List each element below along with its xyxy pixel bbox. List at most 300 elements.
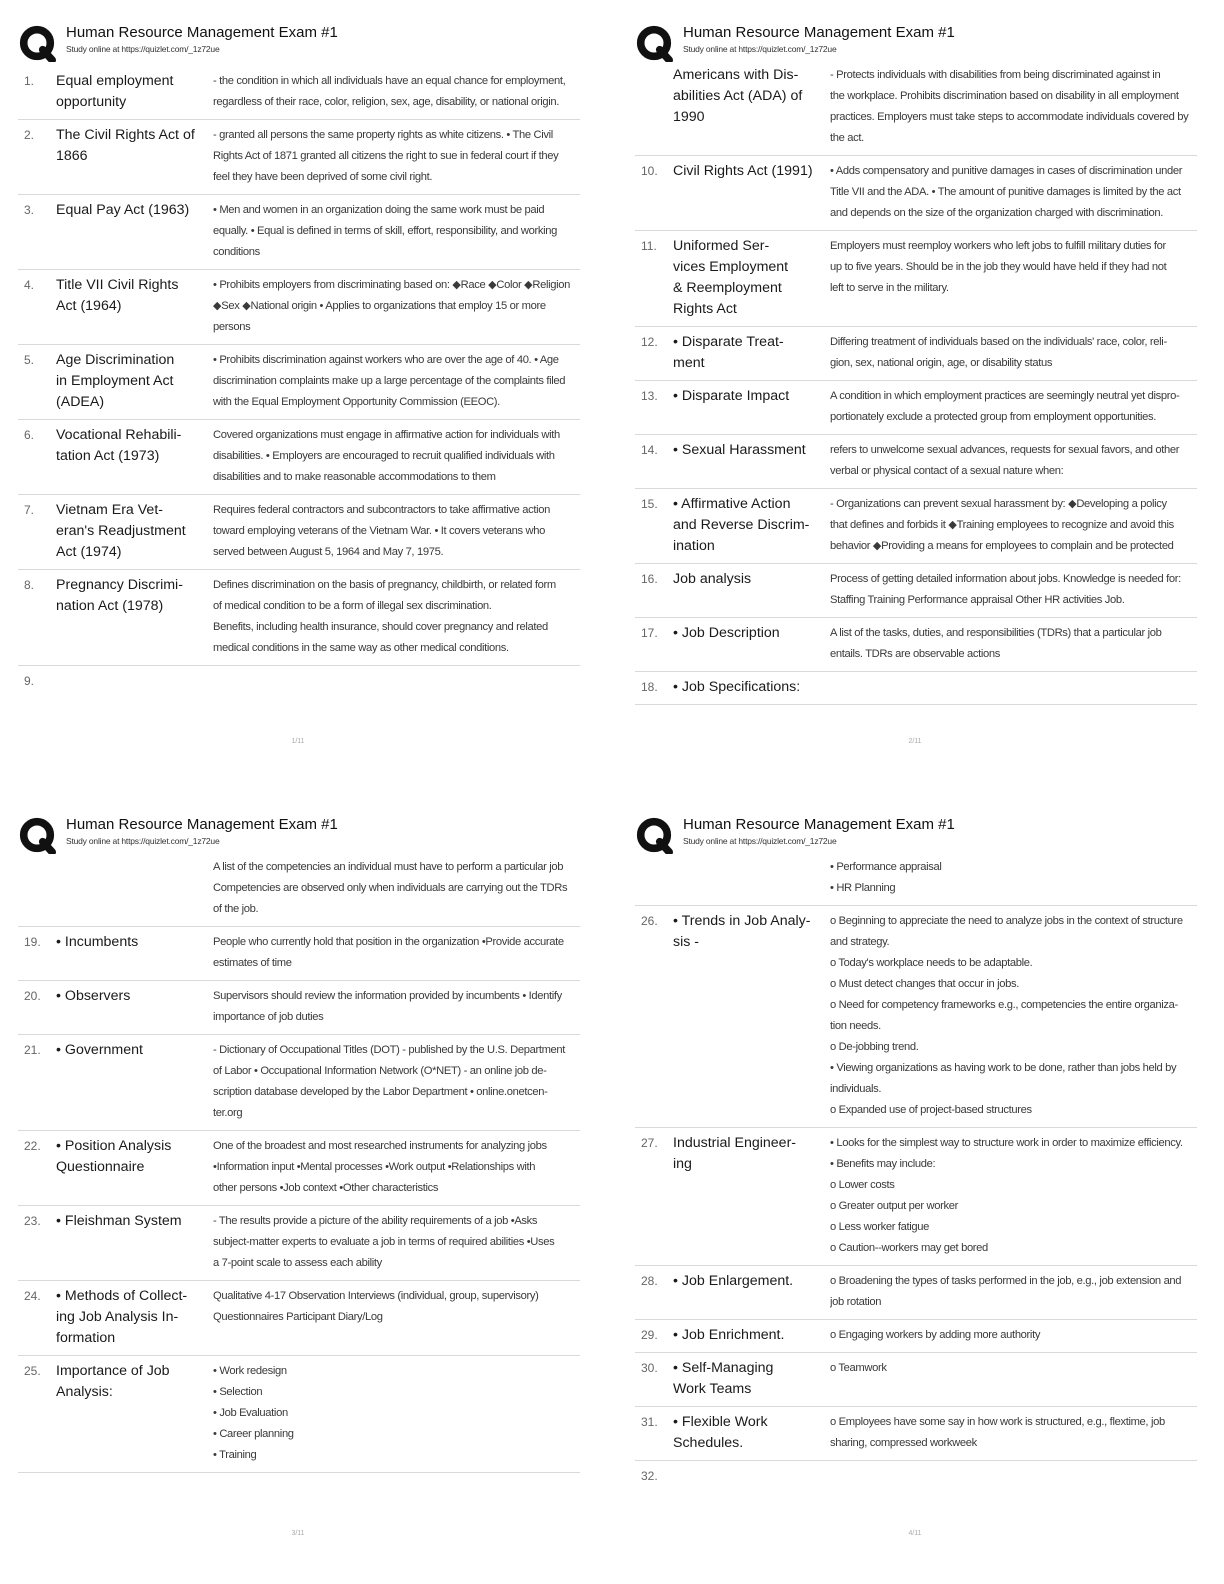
definition-line: feel they have been deprived of some civil right. [213,171,433,183]
term-text [673,857,830,899]
term-text [56,857,213,920]
flashcard-row [18,1356,580,1473]
term-line: Questionnaire [56,1159,145,1175]
term-text [673,1271,830,1313]
flashcard-row [18,345,580,420]
item-number: 18. [641,680,658,694]
page-subtitle-link[interactable]: Study online at https://quizlet.com/_1z72ue [683,44,837,54]
term-text [56,350,213,413]
flashcard-row [635,489,1197,564]
definition-line: with the Equal Employment Opportunity Commission (EEOC). [213,396,500,408]
definition-line: the act. [830,132,864,144]
definition-line: the workplace. Prohibits discrimination based on disability in all employment [830,90,1179,102]
definition-line: o Need for competency frameworks e.g., competencies the entire organiza- [830,999,1178,1011]
flashcard-list [635,60,1197,705]
definition-line: Qualitative 4-17 Observation Interviews (individual, group, supervisory) [213,1290,539,1302]
page-title: Human Resource Management Exam #1 [683,24,955,41]
flashcard-row [635,1353,1197,1407]
term-line: 1866 [56,148,88,164]
term-line: ing Job Analysis In- [56,1309,179,1325]
term-text [673,1133,830,1259]
flashcard-row [635,852,1197,906]
term-text [56,1361,213,1466]
flashcard-row [635,381,1197,435]
item-number: 19. [24,935,41,949]
item-number: 12. [641,335,658,349]
definition-text [213,1040,580,1124]
term-line: • Job Description [673,625,780,641]
definition-line: - Protects individuals with disabilities from being discriminated against in [830,69,1161,81]
definition-line: persons [213,321,251,333]
flashcard-row [18,1035,580,1131]
definition-line: • Adds compensatory and punitive damages in cases of discrimination under [830,165,1183,177]
flashcard-row [635,327,1197,381]
page-1 [18,20,588,760]
flashcard-row [635,1407,1197,1461]
term-line: The Civil Rights Act of [56,127,195,143]
flashcard-row [635,672,1197,705]
definition-line: Staffing Training Performance appraisal Other HR activities Job. [830,594,1125,606]
term-line: • Job Enlargement. [673,1273,794,1289]
term-line: Job analysis [673,571,752,587]
flashcard-row [18,420,580,495]
term-line: Industrial Engineer- [673,1135,797,1151]
definition-line: Requires federal contractors and subcontractors to take affirmative action [213,504,551,516]
definition-text [213,1211,580,1274]
term-line: (ADEA) [56,394,105,410]
page-subtitle-link[interactable]: Study online at https://quizlet.com/_1z72ue [66,836,220,846]
definition-line: o Beginning to appreciate the need to analyze jobs in the context of structure [830,915,1183,927]
definition-text [213,425,580,488]
definition-text [213,350,580,413]
page-subtitle-link[interactable]: Study online at https://quizlet.com/_1z72ue [66,44,220,54]
term-line: vices Employment [673,259,789,275]
definition-line: - the condition in which all individuals have an equal chance for employment, [213,75,566,87]
definition-line: up to five years. Should be in the job they would have held if they had not [830,261,1167,273]
term-text [673,569,830,611]
term-line: & Reemployment [673,280,782,296]
flashcard-row [635,564,1197,618]
item-number: 26. [641,914,658,928]
term-line: Rights Act [673,301,737,317]
definition-text [830,386,1197,428]
term-line: • Disparate Impact [673,388,790,404]
flashcard-row [635,60,1197,156]
definition-line: Differing treatment of individuals based on the individuals' race, color, reli- [830,336,1167,348]
definition-text [213,1361,580,1466]
flashcard-list [18,852,580,1473]
term-line: ination [673,538,715,554]
definition-line: • Training [213,1449,257,1461]
definition-line: o Less worker fatigue [830,1221,929,1233]
definition-line: o Today's workplace needs to be adaptable. [830,957,1033,969]
term-line: Pregnancy Discrimi- [56,577,183,593]
quizlet-logo-icon [18,816,56,854]
definition-line: - The results provide a picture of the ability requirements of a job •Asks [213,1215,538,1227]
definition-line: • Benefits may include: [830,1158,936,1170]
definition-line: subject-matter experts to evaluate a job in terms of required abilities •Uses [213,1236,555,1248]
term-text [673,65,830,149]
definition-text [213,1286,580,1349]
definition-line: - granted all persons the same property rights as white citizens. • The Civil [213,129,553,141]
item-number: 5. [24,353,35,367]
term-line: • Government [56,1042,143,1058]
item-number: 2. [24,128,35,142]
item-number: 14. [641,443,658,457]
definition-text [213,1136,580,1199]
term-line: • Trends in Job Analy- [673,913,811,929]
item-number: 28. [641,1274,658,1288]
term-text [673,1325,830,1346]
definition-line: that defines and forbids it ◆Training employees to recognize and avoid this [830,519,1174,531]
definition-line: Employers must reemploy workers who left jobs to fulfill military duties for [830,240,1166,252]
flashcard-row [18,270,580,345]
flashcard-row [18,666,580,698]
page-4 [635,812,1205,1552]
item-number: 16. [641,572,658,586]
item-number: 32. [641,1469,658,1483]
definition-line: A list of the competencies an individual must have to perform a particular job [213,861,564,873]
item-number [635,857,673,899]
flashcard-row [18,195,580,270]
page-header [18,812,588,856]
quizlet-logo-icon [635,816,673,854]
page-number: 2/11 [908,738,922,745]
term-text [673,332,830,374]
definition-line: conditions [213,246,260,258]
term-line: • Affirmative Action [673,496,791,512]
flashcard-row [635,906,1197,1128]
page-3 [18,812,588,1552]
term-line: Vocational Rehabili- [56,427,182,443]
definition-line: - Organizations can prevent sexual harassment by: ◆Developing a policy [830,498,1167,510]
definition-line: disabilities. • Employers are encouraged to recruit qualified individuals with [213,450,555,462]
item-number: 25. [24,1364,41,1378]
term-line: • Disparate Treat- [673,334,784,350]
definition-line: ◆Sex ◆National origin • Applies to organizations that employ 15 or more [213,300,546,312]
definition-line: Supervisors should review the information provided by incumbents • Identify [213,990,562,1002]
definition-line: other persons •Job context •Other characteristics [213,1182,439,1194]
term-line: Equal Pay Act (1963) [56,202,190,218]
definition-text [830,1466,1197,1487]
definition-text [213,986,580,1028]
definition-text [213,71,580,113]
definition-text [213,857,580,920]
definition-line: o De-jobbing trend. [830,1041,919,1053]
term-text [56,575,213,659]
term-line: formation [56,1330,116,1346]
page-header [635,20,1205,64]
definition-text [830,161,1197,224]
definition-line: a 7-point scale to assess each ability [213,1257,382,1269]
definition-line: o Engaging workers by adding more authority [830,1329,1041,1341]
item-number: 11. [641,239,657,253]
term-text [673,1412,830,1454]
term-line: opportunity [56,94,127,110]
definition-text [830,65,1197,149]
definition-line: medical conditions in the same way as other medical conditions. [213,642,509,654]
definition-line: sharing, compressed workweek [830,1437,977,1449]
item-number: 15. [641,497,658,511]
definition-text [830,236,1197,320]
term-line: Equal employment [56,73,174,89]
item-number: 9. [24,674,35,688]
item-number: 20. [24,989,41,1003]
flashcard-row [635,1461,1197,1493]
definition-text [830,857,1197,899]
term-line: sis - [673,934,700,950]
definition-line: • Performance appraisal [830,861,942,873]
definition-line: - Dictionary of Occupational Titles (DOT) - published by the U.S. Department [213,1044,566,1056]
item-number: 22. [24,1139,41,1153]
term-text [673,161,830,224]
item-number: 29. [641,1328,658,1342]
term-text [673,623,830,665]
term-line: ing [673,1156,692,1172]
term-line: • Job Specifications: [673,679,801,695]
item-number [635,65,673,149]
item-number: 13. [641,389,658,403]
flashcard-row [635,435,1197,489]
flashcard-row [18,981,580,1035]
definition-line: individuals. [830,1083,882,1095]
definition-text [830,1325,1197,1346]
definition-line: equally. • Equal is defined in terms of skill, effort, responsibility, and working [213,225,557,237]
item-number [18,857,56,920]
term-line: abilities Act (ADA) of [673,88,803,104]
term-line: Act (1974) [56,544,122,560]
definition-line: scription database developed by the Labor Department • online.onetcen- [213,1086,548,1098]
item-number: 17. [641,626,658,640]
definition-line: entails. TDRs are observable actions [830,648,1001,660]
term-line: • Position Analysis [56,1138,172,1154]
term-line: Importance of Job [56,1363,170,1379]
flashcard-row [635,156,1197,231]
term-text [56,1286,213,1349]
term-line: • Fleishman System [56,1213,182,1229]
definition-line: Title VII and the ADA. • The amount of punitive damages is limited by the act [830,186,1181,198]
term-line: eran's Readjustment [56,523,186,539]
definition-line: • HR Planning [830,882,896,894]
term-line: Work Teams [673,1381,752,1397]
term-text [56,200,213,263]
definition-line: left to serve in the military. [830,282,949,294]
term-text [673,911,830,1121]
definition-line: o Broadening the types of tasks performed in the job, e.g., job extension and [830,1275,1182,1287]
definition-text [213,200,580,263]
term-text [56,125,213,188]
definition-line: o Greater output per worker [830,1200,958,1212]
definition-line: and depends on the size of the organization charged with discrimination. [830,207,1164,219]
definition-line: • Work redesign [213,1365,287,1377]
definition-line: served between August 5, 1964 and May 7, 1975. [213,546,444,558]
definition-line: disabilities and to make reasonable accommodations to them [213,471,496,483]
flashcard-row [635,1320,1197,1353]
item-number: 7. [24,503,35,517]
term-line: in Employment Act [56,373,174,389]
definition-line: Rights Act of 1871 granted all citizens the right to sue in federal court if they [213,150,559,162]
term-line: Schedules. [673,1435,744,1451]
definition-line: tion needs. [830,1020,881,1032]
term-text [673,440,830,482]
term-line: • Methods of Collect- [56,1288,188,1304]
definition-text [830,1412,1197,1454]
definition-line: of the job. [213,903,259,915]
definition-line: discrimination complaints make up a large percentage of the complaints filed [213,375,566,387]
item-number: 31. [641,1415,658,1429]
definition-text [830,677,1197,698]
page-number: 3/11 [291,1530,305,1537]
definition-line: o Employees have some say in how work is structured, e.g., flextime, job [830,1416,1165,1428]
definition-line: importance of job duties [213,1011,324,1023]
term-line: • Sexual Harassment [673,442,806,458]
term-text [673,236,830,320]
flashcard-row [18,120,580,195]
definition-text [213,932,580,974]
term-line: Uniformed Ser- [673,238,770,254]
definition-text [830,1133,1197,1259]
page-number: 4/11 [908,1530,922,1537]
term-line: • Self-Managing [673,1360,774,1376]
term-line: Vietnam Era Vet- [56,502,163,518]
page-header [635,812,1205,856]
definition-line: estimates of time [213,957,292,969]
flashcard-row [18,927,580,981]
definition-line: Benefits, including health insurance, should cover pregnancy and related [213,621,548,633]
definition-line: and strategy. [830,936,890,948]
definition-line: portionately exclude a protected group from employment opportunities. [830,411,1156,423]
definition-line: • Looks for the simplest way to structure work in order to maximize efficiency. [830,1137,1183,1149]
definition-line: • Career planning [213,1428,294,1440]
item-number: 1. [24,74,35,88]
quizlet-logo-icon [18,24,56,62]
definition-line: • Men and women in an organization doing the same work must be paid [213,204,545,216]
page-number: 1/11 [291,738,305,745]
item-number: 30. [641,1361,658,1375]
flashcard-list [635,852,1197,1493]
flashcard-row [635,231,1197,327]
page-2 [635,20,1205,760]
term-text [56,275,213,338]
definition-line: o Must detect changes that occur in jobs. [830,978,1020,990]
definition-line: o Expanded use of project-based structures [830,1104,1032,1116]
term-text [56,986,213,1028]
definition-text [830,911,1197,1121]
definition-line: A condition in which employment practices are seemingly neutral yet dispro- [830,390,1180,402]
definition-line: A list of the tasks, duties, and responsibilities (TDRs) that a particular job [830,627,1162,639]
definition-line: o Teamwork [830,1362,887,1374]
term-line: Civil Rights Act (1991) [673,163,813,179]
term-line: ment [673,355,705,371]
flashcard-list [18,66,580,698]
definition-text [213,275,580,338]
definition-line: One of the broadest and most researched instruments for analyzing jobs [213,1140,547,1152]
item-number: 27. [641,1136,658,1150]
definition-line: ter.org [213,1107,243,1119]
definition-text [830,569,1197,611]
term-line: Americans with Dis- [673,67,799,83]
flashcard-row [18,1131,580,1206]
definition-line: refers to unwelcome sexual advances, requests for sexual favors, and other [830,444,1180,456]
definition-text [830,440,1197,482]
term-line: • Observers [56,988,131,1004]
term-text [673,1358,830,1400]
term-line: tation Act (1973) [56,448,160,464]
definition-line: job rotation [830,1296,882,1308]
definition-line: verbal or physical contact of a sexual nature when: [830,465,1064,477]
flashcard-row [18,495,580,570]
definition-line: of Labor • Occupational Information Network (O*NET) - an online job de- [213,1065,547,1077]
definition-line: gion, sex, national origin, age, or disability status [830,357,1053,369]
item-number: 21. [24,1043,41,1057]
definition-line: Competencies are observed only when individuals are carrying out the TDRs [213,882,568,894]
definition-line: o Lower costs [830,1179,895,1191]
term-text [56,425,213,488]
term-line: and Reverse Discrim- [673,517,810,533]
definition-line: • Job Evaluation [213,1407,288,1419]
item-number: 4. [24,278,35,292]
definition-line: of medical condition to be a form of illegal sex discrimination. [213,600,492,612]
definition-line: Covered organizations must engage in affirmative action for individuals with [213,429,560,441]
flashcard-row [635,618,1197,672]
page-title: Human Resource Management Exam #1 [66,816,338,833]
quizlet-logo-icon [635,24,673,62]
page-title: Human Resource Management Exam #1 [683,816,955,833]
flashcard-row [18,66,580,120]
term-text [56,1136,213,1199]
definition-text [830,494,1197,557]
definition-text [213,125,580,188]
definition-line: o Caution--workers may get bored [830,1242,988,1254]
definition-text [830,332,1197,374]
item-number: 10. [641,164,658,178]
term-line: • Flexible Work [673,1414,768,1430]
definition-text [213,575,580,659]
term-line: Act (1964) [56,298,122,314]
term-text [673,386,830,428]
term-text [673,677,830,698]
term-text [56,671,213,692]
definition-text [213,671,580,692]
page-title: Human Resource Management Exam #1 [66,24,338,41]
term-line: 1990 [673,109,705,125]
item-number: 8. [24,578,35,592]
definition-line: Process of getting detailed information about jobs. Knowledge is needed for: [830,573,1181,585]
term-text [56,71,213,113]
flashcard-row [18,570,580,666]
item-number: 6. [24,428,35,442]
definition-line: Questionnaires Participant Diary/Log [213,1311,383,1323]
page-subtitle-link[interactable]: Study online at https://quizlet.com/_1z72ue [683,836,837,846]
definition-line: Defines discrimination on the basis of pregnancy, childbirth, or related form [213,579,556,591]
definition-text [213,500,580,563]
definition-line: behavior ◆Providing a means for employees to complain and be protected [830,540,1174,552]
term-text [56,932,213,974]
item-number: 24. [24,1289,41,1303]
flashcard-row [18,852,580,927]
page-header [18,20,588,64]
definition-line: People who currently hold that position in the organization •Provide accurate [213,936,564,948]
term-text [673,494,830,557]
flashcard-row [635,1266,1197,1320]
item-number: 23. [24,1214,41,1228]
term-text [56,1040,213,1124]
definition-line: • Viewing organizations as having work to be done, rather than jobs held by [830,1062,1177,1074]
term-line: nation Act (1978) [56,598,164,614]
definition-line: • Selection [213,1386,263,1398]
definition-text [830,1271,1197,1313]
flashcard-row [18,1206,580,1281]
